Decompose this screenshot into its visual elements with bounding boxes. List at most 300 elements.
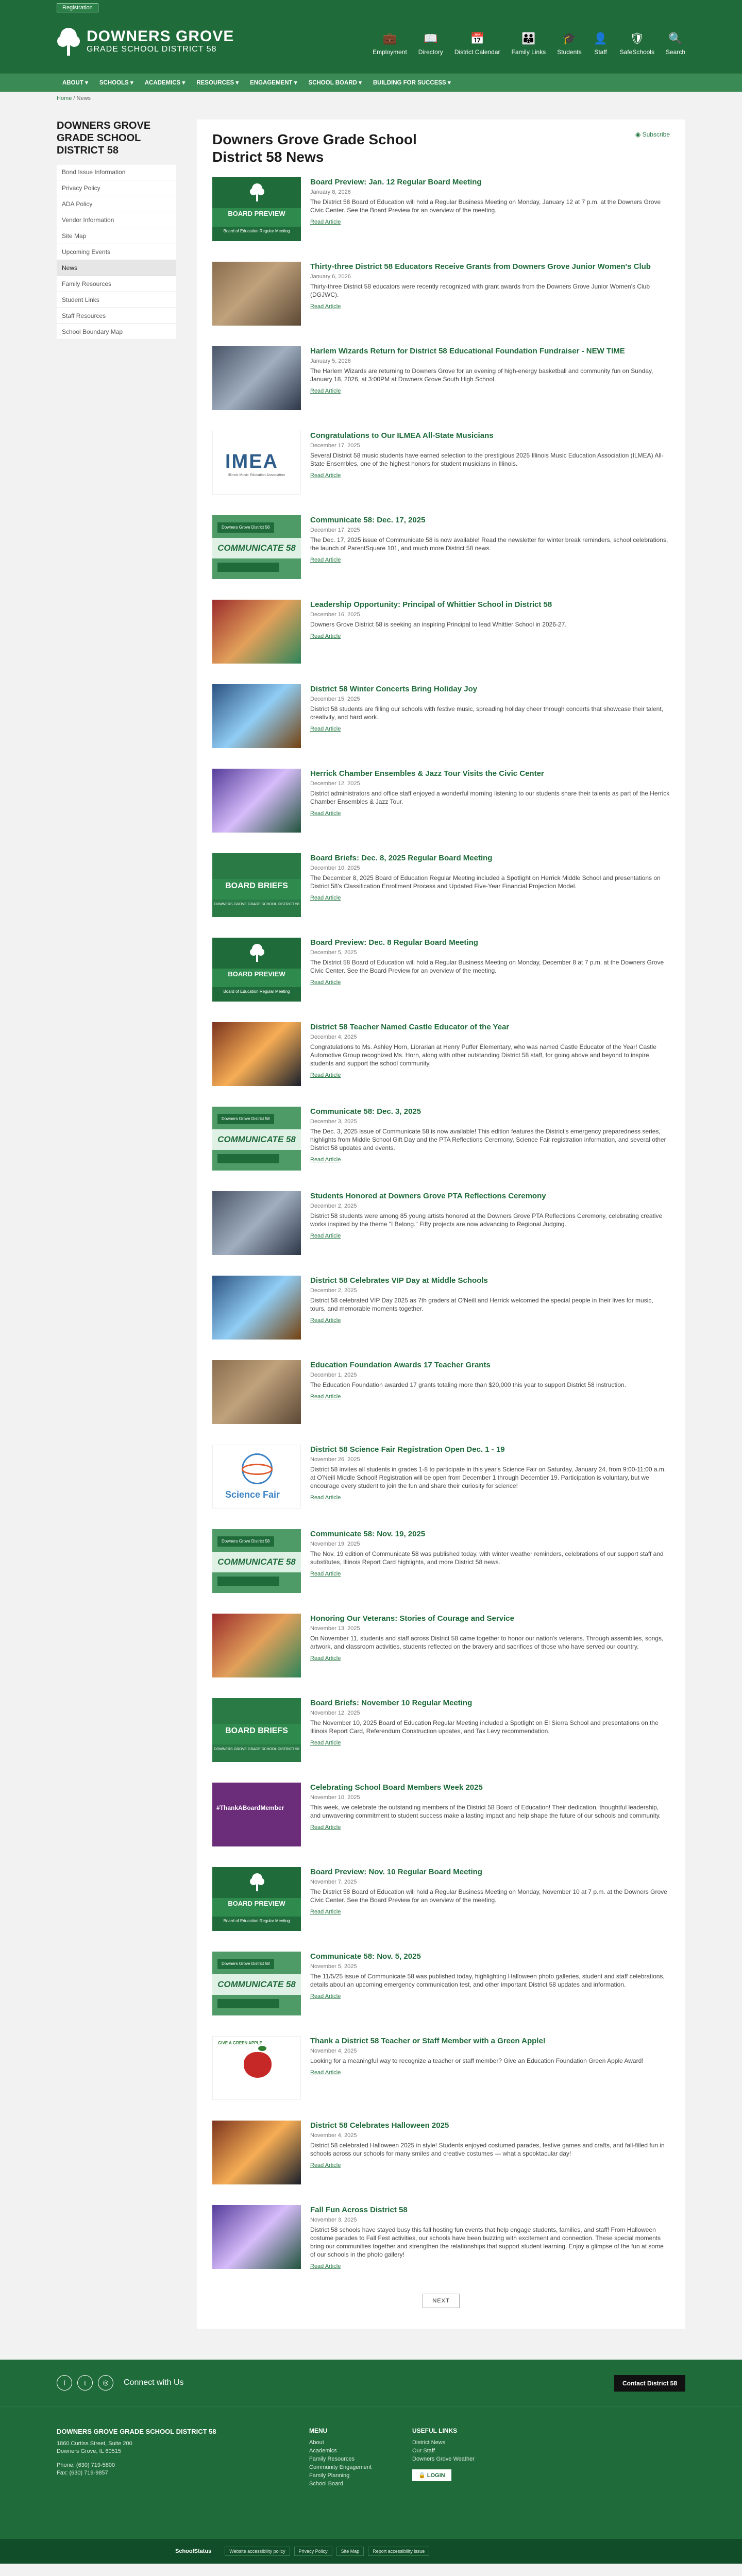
news-thumbnail[interactable] <box>212 1022 301 1086</box>
read-more-link[interactable]: Read Article <box>310 1157 341 1163</box>
news-title[interactable]: Board Preview: Nov. 10 Regular Board Meeting <box>310 1868 482 1876</box>
footer-useful-item[interactable]: Downers Grove Weather <box>412 2456 475 2462</box>
facebook-icon[interactable]: f <box>57 2375 72 2391</box>
news-title[interactable]: Education Foundation Awards 17 Teacher Grants <box>310 1361 491 1369</box>
safeschools-link[interactable] <box>620 31 654 56</box>
news-date: January 8, 2026 <box>310 189 351 195</box>
thumb-caption-top: Downers Grove District 58 <box>217 1536 274 1547</box>
news-item-body <box>310 1698 670 1767</box>
quick-link-label: Staff <box>594 48 607 56</box>
shield-icon: 🛡 <box>630 32 645 45</box>
logo-line-1: DOWNERS GROVE <box>87 28 234 45</box>
news-title[interactable]: Communicate 58: Dec. 3, 2025 <box>310 1107 421 1116</box>
staff-link[interactable] <box>593 31 609 56</box>
footer-menu-item[interactable]: About <box>309 2439 324 2446</box>
read-more-link[interactable]: Read Article <box>310 726 341 732</box>
thumb-decoration <box>217 1999 279 2008</box>
news-thumbnail[interactable] <box>212 1698 301 1762</box>
news-summary: On November 11, students and staff across District 58 came together to honor our nation's veterans. Through assemblies, songs, artwork, and classroom activities, students reflected on the bravery and sacrifices of those who have served our country. <box>310 1635 664 1650</box>
news-date: December 2, 2025 <box>310 1203 357 1209</box>
news-summary: The Education Foundation awarded 17 grants totaling more than $20,000 this year to support District 58 instruction. <box>310 1381 627 1388</box>
news-title[interactable]: District 58 Celebrates Halloween 2025 <box>310 2121 449 2130</box>
read-more-link[interactable]: Read Article <box>310 388 341 394</box>
news-item-body <box>310 1360 670 1429</box>
directory-link[interactable] <box>418 31 443 56</box>
nav-building-for-success[interactable]: BUILDING FOR SUCCESS ▾ <box>373 80 451 86</box>
sidebar-item[interactable]: Upcoming Events <box>57 244 176 260</box>
news-summary: Looking for a meaningful way to recognize a teacher or staff member? Give an Education Foundation Green Apple Award! <box>310 2057 644 2064</box>
read-more-link[interactable]: Read Article <box>310 633 341 639</box>
read-more-link[interactable]: Read Article <box>310 810 341 817</box>
news-date: December 3, 2025 <box>310 1118 357 1125</box>
news-title[interactable]: Celebrating School Board Members Week 2025 <box>310 1783 483 1792</box>
thumb-caption: Science Fair <box>225 1489 280 1500</box>
thumb-caption: BOARD PREVIEW <box>212 208 301 227</box>
news-list <box>212 177 670 2274</box>
thumb-caption: COMMUNICATE 58 <box>212 1974 301 1995</box>
read-more-link[interactable]: Read Article <box>310 1655 341 1662</box>
breadcrumb-current: News <box>76 95 91 101</box>
content-wrapper <box>57 105 685 2360</box>
sidebar-title: DOWNERS GROVE GRADE SCHOOL DISTRICT 58 <box>57 120 151 156</box>
contact-district-button[interactable]: Contact District 58 <box>614 2375 685 2392</box>
news-thumbnail[interactable] <box>212 1276 301 1340</box>
subscribe-label: Subscribe <box>642 131 670 138</box>
news-date: November 4, 2025 <box>310 2132 357 2139</box>
read-more-link[interactable]: Read Article <box>310 979 341 986</box>
thumb-caption: COMMUNICATE 58 <box>212 538 301 558</box>
news-item <box>212 769 670 838</box>
privacy-policy-link[interactable]: Privacy Policy <box>294 2547 332 2556</box>
news-item-body <box>310 600 670 669</box>
news-item <box>212 600 670 669</box>
news-summary: District 58 students are filling our schools with festive music, spreading holiday cheer through concerts that showcase their talent, creativity, and hard work. <box>310 705 664 721</box>
news-title[interactable]: Herrick Chamber Ensembles & Jazz Tour Visits the Civic Center <box>310 769 544 778</box>
news-item-body <box>310 177 670 246</box>
news-item <box>212 1783 670 1852</box>
news-thumbnail[interactable] <box>212 1360 301 1424</box>
breadcrumb-home[interactable]: Home <box>57 95 72 101</box>
instagram-icon[interactable]: ◎ <box>98 2375 113 2391</box>
news-summary: This week, we celebrate the outstanding members of the District 58 Board of Education! Their dedication, thoughtful leadership, and unwavering commitment to student success make a lasting impact and help shape the future of our schools and community. <box>310 1804 661 1819</box>
tree-logo-icon <box>249 182 265 202</box>
thumb-subcaption: Board of Education Regular Meeting <box>223 229 290 233</box>
news-thumbnail[interactable] <box>212 346 301 410</box>
news-summary: The Dec. 17, 2025 issue of Communicate 58 is now available! Read the newsletter for winter break reminders, school celebrations, the launch of ParentSquare 101, and much more District 58 news. <box>310 536 668 552</box>
news-item-body <box>310 2205 670 2274</box>
thumb-decoration <box>217 1154 279 1163</box>
footer-menu-item[interactable]: Family Planning <box>309 2472 350 2479</box>
news-summary: District 58 celebrated Halloween 2025 in style! Students enjoyed costumed parades, festive games and crafts, and fall-filled fun in schools across our schools for many smiles and creative costumes — what a spooktacular day! <box>310 2142 665 2157</box>
footer-org-name: DOWNERS GROVE GRADE SCHOOL DISTRICT 58 <box>57 2428 216 2435</box>
news-thumbnail[interactable] <box>212 431 301 495</box>
thumb-decoration <box>217 563 279 572</box>
page-title: Downers Grove Grade School District 58 News <box>212 131 417 165</box>
thumb-caption: COMMUNICATE 58 <box>212 1129 301 1150</box>
utility-bar <box>0 0 742 15</box>
quick-link-label: SafeSchools <box>619 48 654 56</box>
sidebar-item[interactable]: Bond Issue Information <box>57 164 176 180</box>
footer-fax: Fax: (630) 719-9857 <box>57 2470 108 2476</box>
read-more-link[interactable]: Read Article <box>310 2263 341 2269</box>
thumb-caption: #ThankABoardMember <box>216 1804 284 1811</box>
news-item <box>212 2036 670 2105</box>
news-date: November 13, 2025 <box>310 1625 360 1632</box>
read-more-link[interactable]: Read Article <box>310 1993 341 1999</box>
main-navigation <box>0 73 742 92</box>
news-summary: District 58 students were among 85 young artists honored at the Downers Grove PTA Reflections Ceremony, celebrating creative works inspired by the theme "I Belong." Fifty projects are now advancing to Regional Judging. <box>310 1212 663 1228</box>
news-summary: The Harlem Wizards are returning to Downers Grove for an evening of high-energy basketball and community fun on Sunday, January 18, 2026, at 3:00PM at Downers Grove South High School. <box>310 367 653 383</box>
news-thumbnail[interactable] <box>212 600 301 664</box>
news-item <box>212 1022 670 1091</box>
site-header <box>0 15 742 73</box>
subscribe-link[interactable] <box>635 131 670 138</box>
news-date: December 1, 2025 <box>310 1372 357 1378</box>
sidebar-item[interactable]: Vendor Information <box>57 212 176 228</box>
footer-menu-item[interactable]: School Board <box>309 2481 344 2487</box>
news-summary: District 58 celebrated VIP Day 2025 as 7th graders at O'Neill and Herrick welcomed the special people in their lives for music, tours, and memorable moments together. <box>310 1297 653 1312</box>
quick-link-label: District Calendar <box>454 48 500 56</box>
news-date: December 12, 2025 <box>310 781 360 787</box>
news-summary: The Dec. 3, 2025 issue of Communicate 58 is now available! This edition features the District's emergency preparedness series, highlights from Middle School Gift Day and the PTA Reflections Ceremony, Science Fair registration information, and several other District 58 updates and events. <box>310 1128 666 1151</box>
report-accessibility-link[interactable]: Report accessibility issue <box>368 2547 429 2556</box>
footer-address-line-1: 1860 Curtiss Street, Suite 200 <box>57 2441 132 2447</box>
news-thumbnail[interactable] <box>212 1783 301 1846</box>
news-item-body <box>310 1022 670 1091</box>
login-button[interactable]: 🔒 LOGIN <box>412 2469 451 2481</box>
quick-link-label: Directory <box>418 48 443 56</box>
news-thumbnail[interactable] <box>212 853 301 917</box>
thumb-caption: IMEA <box>225 451 278 472</box>
read-more-link[interactable]: Read Article <box>310 1909 341 1915</box>
site-map-link[interactable]: Site Map <box>336 2547 364 2556</box>
calendar-icon: 📅 <box>470 32 484 45</box>
news-item <box>212 1614 670 1683</box>
sidebar-menu <box>57 164 176 340</box>
schoolstatus-brand[interactable]: SchoolStatus <box>175 2548 212 2554</box>
sidebar-item[interactable]: School Boundary Map <box>57 324 176 340</box>
search-link[interactable] <box>666 31 685 56</box>
news-item <box>212 1529 670 1598</box>
connect-label: Connect with Us <box>124 2378 184 2387</box>
logo-line-2: GRADE SCHOOL DISTRICT 58 <box>87 45 217 54</box>
news-title[interactable]: Honoring Our Veterans: Stories of Courage and Service <box>310 1614 514 1623</box>
read-more-link[interactable]: Read Article <box>310 1495 341 1501</box>
news-date: November 3, 2025 <box>310 2217 357 2223</box>
thumb-caption: BOARD BRIEFS <box>212 1724 301 1744</box>
footer-address <box>57 2427 309 2513</box>
apple-icon <box>244 2052 272 2078</box>
news-item <box>212 684 670 753</box>
breadcrumb <box>0 92 742 105</box>
news-date: November 19, 2025 <box>310 1541 360 1547</box>
news-summary: Thirty-three District 58 educators were recently recognized with grant awards from the Downers Grove Junior Women's Club (DGJWC). <box>310 283 650 298</box>
news-thumbnail[interactable] <box>212 1614 301 1677</box>
news-thumbnail[interactable] <box>212 262 301 326</box>
read-more-link[interactable]: Read Article <box>310 1740 341 1746</box>
news-title[interactable]: Leadership Opportunity: Principal of Whittier School in District 58 <box>310 600 552 609</box>
news-title[interactable]: District 58 Science Fair Registration Open Dec. 1 - 19 <box>310 1445 505 1454</box>
news-summary: The 11/5/25 issue of Communicate 58 was published today, highlighting Halloween photo galleries, student and staff celebrations, details about an upcoming emergency communication test, and other important District 58 updates and information. <box>310 1973 665 1988</box>
students-icon: 🎓 <box>562 32 577 45</box>
news-date: December 15, 2025 <box>310 696 360 702</box>
district-logo[interactable] <box>57 27 234 57</box>
news-item-body <box>310 2036 670 2105</box>
news-title[interactable]: Thank a District 58 Teacher or Staff Member with a Green Apple! <box>310 2037 546 2045</box>
thumb-caption-top: Downers Grove District 58 <box>217 522 274 533</box>
news-item <box>212 1107 670 1176</box>
news-summary: The District 58 Board of Education will hold a Regular Business Meeting on Monday, November 10 at 7 p.m. at the Downers Grove Civic Center. See the Board Preview for an overview of the meeting. <box>310 1888 667 1904</box>
news-title[interactable]: Communicate 58: Nov. 19, 2025 <box>310 1530 426 1538</box>
header-quick-links <box>373 31 685 56</box>
tree-logo-icon <box>57 27 80 57</box>
news-item-body <box>310 853 670 922</box>
nav-about[interactable]: ABOUT ▾ <box>62 80 88 86</box>
footer-useful-item[interactable]: District News <box>412 2439 446 2446</box>
news-title[interactable]: Communicate 58: Dec. 17, 2025 <box>310 516 426 524</box>
twitter-icon[interactable]: t <box>77 2375 93 2391</box>
sidebar-item[interactable]: Student Links <box>57 292 176 308</box>
calendar-link[interactable] <box>454 31 500 56</box>
news-title[interactable]: Thirty-three District 58 Educators Receive Grants from Downers Grove Junior Women's Club <box>310 262 651 271</box>
news-item-body <box>310 938 670 1007</box>
briefcase-icon: 💼 <box>382 32 397 45</box>
employment-link[interactable] <box>373 31 407 56</box>
sidebar-item[interactable]: Privacy Policy <box>57 180 176 196</box>
staff-icon: 👤 <box>593 32 608 45</box>
news-item <box>212 938 670 1007</box>
logo-text <box>87 29 234 55</box>
quick-link-label: Search <box>665 48 685 56</box>
news-date: January 5, 2026 <box>310 358 351 364</box>
news-summary: The District 58 Board of Education will hold a Regular Business Meeting on Monday, December 8 at 7 p.m. at the Downers Grove Civic Center. See the Board Preview for an overview of the meeting. <box>310 959 664 974</box>
news-date: December 4, 2025 <box>310 1034 357 1040</box>
footer-phone[interactable]: Phone: (630) 719-5800 <box>57 2462 115 2468</box>
news-date: December 2, 2025 <box>310 1287 357 1294</box>
next-page-button[interactable]: NEXT <box>423 2294 459 2308</box>
news-item <box>212 1698 670 1767</box>
news-item-body <box>310 769 670 838</box>
news-thumbnail[interactable] <box>212 769 301 833</box>
nav-resources[interactable]: RESOURCES ▾ <box>196 80 239 86</box>
footer-useful-item[interactable]: Our Staff <box>412 2448 435 2454</box>
thumb-caption: COMMUNICATE 58 <box>212 1552 301 1572</box>
leaf-icon <box>258 2046 266 2051</box>
news-item <box>212 515 670 584</box>
sidebar-item[interactable]: Staff Resources <box>57 308 176 324</box>
news-item-body <box>310 1107 670 1176</box>
news-title[interactable]: Congratulations to Our ILMEA All-State Musicians <box>310 431 494 440</box>
news-date: December 10, 2025 <box>310 865 360 871</box>
footer-useful-title: USEFUL LINKS <box>412 2427 458 2434</box>
thumb-subcaption: DOWNERS GROVE GRADE SCHOOL DISTRICT 58 <box>214 1748 299 1751</box>
sidebar-item[interactable]: Family Resources <box>57 276 176 292</box>
news-item <box>212 346 670 415</box>
news-thumbnail[interactable] <box>212 515 301 579</box>
news-title[interactable]: District 58 Celebrates VIP Day at Middle Schools <box>310 1276 488 1285</box>
tree-logo-icon <box>249 1872 265 1892</box>
news-title[interactable]: Harlem Wizards Return for District 58 Educational Foundation Fundraiser - NEW TIME <box>310 347 625 355</box>
footer-menu <box>309 2427 412 2513</box>
news-item <box>212 2121 670 2190</box>
news-title[interactable]: District 58 Winter Concerts Bring Holiday Joy <box>310 685 478 693</box>
footer-bottom-bar <box>0 2539 742 2564</box>
news-item <box>212 1191 670 1260</box>
thumb-decoration <box>217 1577 279 1586</box>
news-title[interactable]: Board Preview: Dec. 8 Regular Board Meeting <box>310 938 478 947</box>
news-item <box>212 853 670 922</box>
news-date: December 17, 2025 <box>310 527 360 533</box>
nav-academics[interactable]: ACADEMICS ▾ <box>144 80 185 86</box>
thumb-subcaption: DOWNERS GROVE GRADE SCHOOL DISTRICT 58 <box>214 903 299 906</box>
accessibility-policy-link[interactable]: Website accessibility policy <box>225 2547 290 2556</box>
read-more-link[interactable]: Read Article <box>310 895 341 901</box>
footer-menu-item[interactable]: Academics <box>309 2448 337 2454</box>
nav-schools[interactable]: SCHOOLS ▾ <box>99 80 133 86</box>
news-item <box>212 431 670 500</box>
news-item-body <box>310 1276 670 1345</box>
news-item-body <box>310 1614 670 1683</box>
news-summary: The Nov. 19 edition of Communicate 58 was published today, with winter weather reminders, celebrations of our support staff and substitutes, Illinois Report Card highlights, and more District 58 news. <box>310 1550 664 1566</box>
read-more-link[interactable]: Read Article <box>310 472 341 479</box>
news-date: December 5, 2025 <box>310 950 357 956</box>
thumb-caption: GIVE A GREEN APPLE <box>218 2041 262 2045</box>
news-date: January 6, 2026 <box>310 274 351 280</box>
news-summary: Congratulations to Ms. Ashley Horn, Librarian at Henry Puffer Elementary, who was named Castle Educator of the Year! Castle Automotive Group recognized Ms. Horn, along with other outstanding District 58 staff, for going above and beyond to inspire students and support the school community. <box>310 1043 656 1067</box>
news-date: December 17, 2025 <box>310 443 360 449</box>
news-item-body <box>310 346 670 415</box>
news-title[interactable]: Fall Fun Across District 58 <box>310 2206 408 2214</box>
social-links <box>57 2375 184 2391</box>
sidebar <box>57 120 176 2329</box>
thumb-caption: BOARD PREVIEW <box>212 969 301 987</box>
footer-menu-item[interactable]: Community Engagement <box>309 2464 372 2470</box>
news-date: November 5, 2025 <box>310 1963 357 1970</box>
news-title[interactable]: Board Briefs: November 10 Regular Meeting <box>310 1699 473 1707</box>
news-item <box>212 177 670 246</box>
news-title[interactable]: Students Honored at Downers Grove PTA Reflections Ceremony <box>310 1192 546 1200</box>
news-item <box>212 2205 670 2274</box>
news-thumbnail[interactable] <box>212 1529 301 1593</box>
quick-link-label: Family Links <box>511 48 546 56</box>
quick-link-label: Students <box>557 48 582 56</box>
breadcrumb-separator: / <box>72 95 77 101</box>
footer-main <box>0 2406 742 2539</box>
news-item <box>212 262 670 331</box>
news-thumbnail[interactable] <box>212 2205 301 2269</box>
read-more-link[interactable]: Read Article <box>310 1072 341 1078</box>
news-date: November 7, 2025 <box>310 1879 357 1885</box>
news-main <box>197 120 685 2329</box>
news-title[interactable]: Board Briefs: Dec. 8, 2025 Regular Board Meeting <box>310 854 493 862</box>
news-thumbnail[interactable] <box>212 684 301 748</box>
sidebar-item[interactable]: Site Map <box>57 228 176 244</box>
news-summary: The District 58 Board of Education will hold a Regular Business Meeting on Monday, January 12 at 7 p.m. at the Downers Grove Civic Center. See the Board Preview for an overview of the meeting. <box>310 198 661 214</box>
news-date: November 4, 2025 <box>310 2048 357 2054</box>
read-more-link[interactable]: Read Article <box>310 2162 341 2168</box>
news-item <box>212 1360 670 1429</box>
read-more-link[interactable]: Read Article <box>310 1394 341 1400</box>
news-item <box>212 1867 670 1936</box>
news-item <box>212 1445 670 1514</box>
news-summary: Downers Grove District 58 is seeking an inspiring Principal to lead Whittier School in 2026-27. <box>310 621 567 628</box>
news-item-body <box>310 684 670 753</box>
read-more-link[interactable]: Read Article <box>310 2070 341 2076</box>
sidebar-item[interactable]: News <box>57 260 176 276</box>
read-more-link[interactable]: Read Article <box>310 1317 341 1324</box>
read-more-link[interactable]: Read Article <box>310 1571 341 1577</box>
students-link[interactable] <box>557 31 581 56</box>
news-item-body <box>310 1529 670 1598</box>
news-thumbnail[interactable] <box>212 1107 301 1171</box>
news-thumbnail[interactable] <box>212 177 301 241</box>
news-summary: District administrators and office staff enjoyed a wonderful morning listening to our students share their talents as part of the Herrick Chamber Ensembles & Jazz Tour. <box>310 790 670 805</box>
news-date: November 12, 2025 <box>310 1710 360 1716</box>
footer-menu-title: MENU <box>309 2427 328 2434</box>
news-thumbnail[interactable] <box>212 2121 301 2184</box>
thumb-caption-top: Downers Grove District 58 <box>217 1114 274 1124</box>
news-summary: District 58 schools have stayed busy this fall hosting fun events that help engage students, families, and staff! From Halloween costume parades to Fall Fest activities, our schools have been buzzing with excitement and connection. These special moments bring our communities together and strengthen the relationships that support student learning. Enjoy a glimpse of the fun at some of our schools in the photo gallery! <box>310 2226 664 2258</box>
search-icon: 🔍 <box>668 32 683 45</box>
read-more-link[interactable]: Read Article <box>310 1824 341 1831</box>
registration-button[interactable]: Registration <box>57 3 98 12</box>
footer-social-bar <box>0 2360 742 2406</box>
news-item-body <box>310 262 670 331</box>
footer-useful-links <box>412 2427 526 2513</box>
sidebar-item[interactable]: ADA Policy <box>57 196 176 212</box>
family-icon: 👪 <box>521 32 536 45</box>
news-title[interactable]: District 58 Teacher Named Castle Educator of the Year <box>310 1023 510 1031</box>
news-item-body <box>310 515 670 584</box>
news-summary: The November 10, 2025 Board of Education Regular Meeting included a Spotlight on El Sierra School and presentations on the Illinois Report Card, Referendum Construction updates, and Tax Levy recommendation. <box>310 1719 659 1735</box>
read-more-link[interactable]: Read Article <box>310 219 341 225</box>
news-item-body <box>310 2121 670 2190</box>
news-thumbnail[interactable] <box>212 1445 301 1509</box>
read-more-link[interactable]: Read Article <box>310 303 341 310</box>
tree-logo-icon <box>249 943 265 962</box>
read-more-link[interactable]: Read Article <box>310 1233 341 1239</box>
thumb-subcaption: Illinois Music Education Association <box>228 473 285 477</box>
thumb-caption-top: Downers Grove District 58 <box>217 1959 274 1969</box>
read-more-link[interactable]: Read Article <box>310 557 341 563</box>
news-item-body <box>310 1867 670 1936</box>
nav-engagement[interactable]: ENGAGEMENT ▾ <box>250 80 297 86</box>
news-item-body <box>310 1191 670 1260</box>
nav-school-board[interactable]: SCHOOL BOARD ▾ <box>308 80 362 86</box>
news-thumbnail[interactable] <box>212 1867 301 1931</box>
news-date: December 16, 2025 <box>310 612 360 618</box>
news-summary: District 58 invites all students in grades 1-8 to participate in this year's Science Fair on Saturday, January 24, from 9:00-11:00 a.m. at O'Neill Middle School! Registration will be open from December 1 through December 19. Participation is voluntary, but we encourage every student to join the fun and share their curiosity for science! <box>310 1466 666 1489</box>
directory-icon: 📖 <box>424 32 438 45</box>
news-thumbnail[interactable] <box>212 2036 301 2100</box>
news-summary: Several District 58 music students have earned selection to the prestigious 2025 Illinois Music Education Association (ILMEA) All-State Ensembles, one of the highest honors for student musicians in Illinois. <box>310 452 664 467</box>
rss-icon: ◉ <box>635 131 643 138</box>
news-item-body <box>310 1952 670 2021</box>
news-item <box>212 1276 670 1345</box>
news-title[interactable]: Board Preview: Jan. 12 Regular Board Meeting <box>310 178 482 187</box>
family-links-link[interactable] <box>512 31 546 56</box>
footer-menu-item[interactable]: Family Resources <box>309 2456 355 2462</box>
thumb-caption: BOARD PREVIEW <box>212 1898 301 1917</box>
news-item-body <box>310 1445 670 1514</box>
thumb-subcaption: Board of Education Regular Meeting <box>223 989 290 994</box>
news-thumbnail[interactable] <box>212 938 301 1002</box>
news-thumbnail[interactable] <box>212 1191 301 1255</box>
news-item <box>212 1952 670 2021</box>
news-title[interactable]: Communicate 58: Nov. 5, 2025 <box>310 1952 421 1961</box>
news-thumbnail[interactable] <box>212 1952 301 2015</box>
news-date: November 10, 2025 <box>310 1794 360 1801</box>
